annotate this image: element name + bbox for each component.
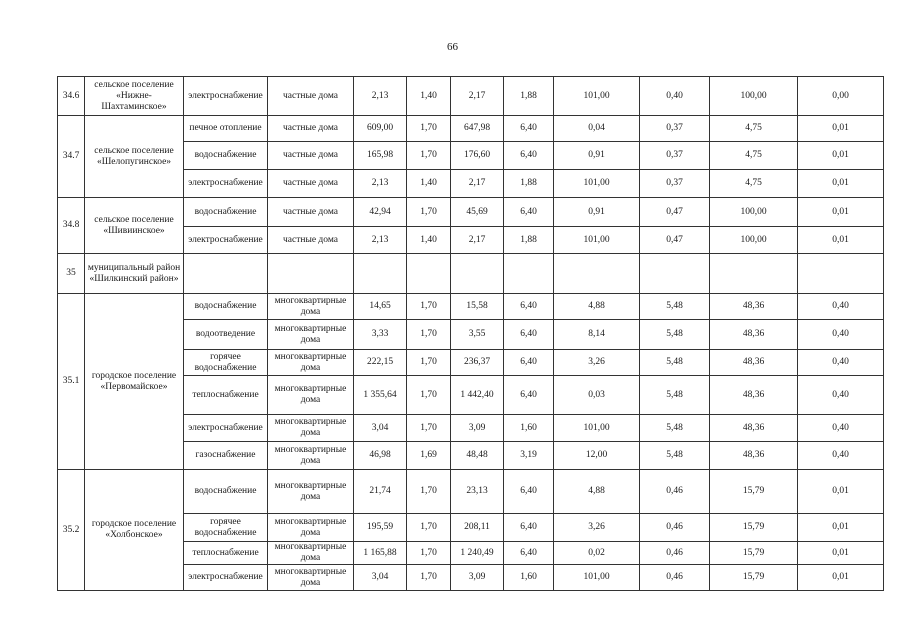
service-cell: водоснабжение	[184, 470, 268, 514]
value-cell: 6,40	[504, 376, 554, 415]
value-cell: 6,40	[504, 470, 554, 514]
value-cell: 208,11	[451, 514, 504, 542]
housing-type-cell: многоквартирные дома	[268, 514, 354, 542]
service-cell: водоотведение	[184, 320, 268, 350]
value-cell: 0,37	[640, 142, 710, 170]
table-row	[58, 77, 884, 116]
value-cell: 6,40	[504, 542, 554, 565]
value-cell: 12,00	[554, 442, 640, 470]
value-cell: 46,98	[354, 442, 407, 470]
page-number: 66	[447, 41, 458, 53]
value-cell: 0,01	[798, 142, 884, 170]
value-cell: 6,40	[504, 142, 554, 170]
value-cell: 0,01	[798, 116, 884, 142]
value-cell: 1,70	[407, 514, 451, 542]
value-cell: 5,48	[640, 415, 710, 442]
value-cell: 0,37	[640, 170, 710, 198]
value-cell: 1,40	[407, 227, 451, 254]
value-cell: 609,00	[354, 116, 407, 142]
service-cell: водоснабжение	[184, 142, 268, 170]
value-cell: 0,01	[798, 514, 884, 542]
service-cell: газоснабжение	[184, 442, 268, 470]
service-cell: печное отопление	[184, 116, 268, 142]
row-number: 35.1	[58, 294, 85, 470]
value-cell: 23,13	[451, 470, 504, 514]
value-cell: 1,70	[407, 320, 451, 350]
service-cell: горячее водоснабжение	[184, 514, 268, 542]
settlement-name: сельское поселение «Шелопугинское»	[85, 116, 184, 198]
value-cell: 0,47	[640, 227, 710, 254]
value-cell	[710, 254, 798, 294]
value-cell: 14,65	[354, 294, 407, 320]
value-cell: 3,04	[354, 415, 407, 442]
service-cell: электроснабжение	[184, 565, 268, 591]
value-cell: 0,46	[640, 565, 710, 591]
housing-type-cell: частные дома	[268, 116, 354, 142]
value-cell: 0,40	[798, 350, 884, 376]
value-cell	[407, 254, 451, 294]
value-cell: 1,70	[407, 116, 451, 142]
value-cell: 21,74	[354, 470, 407, 514]
value-cell: 2,13	[354, 227, 407, 254]
value-cell: 3,26	[554, 514, 640, 542]
housing-type-cell	[268, 254, 354, 294]
value-cell: 2,17	[451, 227, 504, 254]
value-cell: 2,13	[354, 77, 407, 116]
value-cell: 236,37	[451, 350, 504, 376]
value-cell: 48,36	[710, 442, 798, 470]
value-cell: 100,00	[710, 227, 798, 254]
value-cell	[554, 254, 640, 294]
housing-type-cell: многоквартирные дома	[268, 350, 354, 376]
value-cell: 1,40	[407, 170, 451, 198]
value-cell: 100,00	[710, 198, 798, 227]
value-cell: 15,79	[710, 565, 798, 591]
housing-type-cell: частные дома	[268, 142, 354, 170]
value-cell: 0,03	[554, 376, 640, 415]
value-cell: 0,01	[798, 542, 884, 565]
value-cell: 0,40	[798, 415, 884, 442]
value-cell: 2,13	[354, 170, 407, 198]
housing-type-cell: многоквартирные дома	[268, 415, 354, 442]
value-cell: 0,01	[798, 198, 884, 227]
settlement-name: городское поселение «Холбонское»	[85, 470, 184, 591]
housing-type-cell: многоквартирные дома	[268, 565, 354, 591]
value-cell: 101,00	[554, 415, 640, 442]
service-cell: электроснабжение	[184, 415, 268, 442]
value-cell: 0,40	[798, 442, 884, 470]
value-cell: 1 442,40	[451, 376, 504, 415]
value-cell: 48,36	[710, 415, 798, 442]
service-cell: водоснабжение	[184, 198, 268, 227]
value-cell: 0,00	[798, 77, 884, 116]
value-cell: 195,59	[354, 514, 407, 542]
value-cell: 1 355,64	[354, 376, 407, 415]
value-cell: 1,69	[407, 442, 451, 470]
housing-type-cell: частные дома	[268, 198, 354, 227]
housing-type-cell: частные дома	[268, 227, 354, 254]
value-cell: 0,40	[798, 294, 884, 320]
row-number: 34.6	[58, 77, 85, 116]
value-cell: 176,60	[451, 142, 504, 170]
value-cell: 101,00	[554, 77, 640, 116]
value-cell: 45,69	[451, 198, 504, 227]
value-cell: 101,00	[554, 170, 640, 198]
service-cell: электроснабжение	[184, 227, 268, 254]
housing-type-cell: частные дома	[268, 170, 354, 198]
value-cell: 6,40	[504, 294, 554, 320]
settlement-name: городское поселение «Первомайское»	[85, 294, 184, 470]
value-cell: 3,19	[504, 442, 554, 470]
value-cell: 100,00	[710, 77, 798, 116]
value-cell: 1,88	[504, 170, 554, 198]
value-cell: 0,46	[640, 542, 710, 565]
value-cell: 15,58	[451, 294, 504, 320]
value-cell: 1,88	[504, 227, 554, 254]
value-cell: 0,40	[798, 376, 884, 415]
row-number: 35.2	[58, 470, 85, 591]
value-cell: 0,37	[640, 116, 710, 142]
value-cell: 0,02	[554, 542, 640, 565]
value-cell: 3,09	[451, 415, 504, 442]
value-cell: 1,60	[504, 415, 554, 442]
table-row	[58, 294, 884, 320]
value-cell: 15,79	[710, 470, 798, 514]
value-cell: 0,91	[554, 198, 640, 227]
value-cell: 4,75	[710, 170, 798, 198]
value-cell: 3,04	[354, 565, 407, 591]
value-cell: 1,70	[407, 415, 451, 442]
value-cell: 5,48	[640, 294, 710, 320]
value-cell	[504, 254, 554, 294]
value-cell: 1,60	[504, 565, 554, 591]
value-cell: 3,09	[451, 565, 504, 591]
value-cell: 101,00	[554, 565, 640, 591]
value-cell: 0,40	[640, 77, 710, 116]
table-row	[58, 470, 884, 514]
value-cell: 5,48	[640, 320, 710, 350]
service-cell	[184, 254, 268, 294]
value-cell: 0,01	[798, 170, 884, 198]
value-cell: 6,40	[504, 514, 554, 542]
table-row	[58, 198, 884, 227]
value-cell: 1,70	[407, 294, 451, 320]
value-cell: 3,55	[451, 320, 504, 350]
value-cell: 48,36	[710, 320, 798, 350]
value-cell: 5,48	[640, 376, 710, 415]
value-cell: 48,36	[710, 294, 798, 320]
value-cell: 1,40	[407, 77, 451, 116]
value-cell: 4,88	[554, 470, 640, 514]
value-cell: 5,48	[640, 442, 710, 470]
value-cell: 42,94	[354, 198, 407, 227]
row-number: 35	[58, 254, 85, 294]
service-cell: теплоснабжение	[184, 542, 268, 565]
value-cell: 48,48	[451, 442, 504, 470]
value-cell: 0,46	[640, 470, 710, 514]
housing-type-cell: многоквартирные дома	[268, 442, 354, 470]
housing-type-cell: многоквартирные дома	[268, 470, 354, 514]
table-row	[58, 116, 884, 142]
value-cell: 2,17	[451, 170, 504, 198]
value-cell: 0,01	[798, 227, 884, 254]
service-cell: электроснабжение	[184, 170, 268, 198]
value-cell: 0,01	[798, 470, 884, 514]
value-cell: 1 240,49	[451, 542, 504, 565]
value-cell: 222,15	[354, 350, 407, 376]
value-cell: 5,48	[640, 350, 710, 376]
value-cell: 2,17	[451, 77, 504, 116]
district-name: муниципальный район «Шилкинский район»	[85, 254, 184, 294]
value-cell: 1,70	[407, 198, 451, 227]
service-cell: горячее водоснабжение	[184, 350, 268, 376]
value-cell: 0,01	[798, 565, 884, 591]
value-cell: 1,70	[407, 350, 451, 376]
settlement-name: сельское поселение «Шивиинское»	[85, 198, 184, 254]
value-cell: 3,26	[554, 350, 640, 376]
tariff-table	[57, 76, 884, 591]
value-cell: 3,33	[354, 320, 407, 350]
value-cell: 4,75	[710, 142, 798, 170]
value-cell: 0,40	[798, 320, 884, 350]
value-cell	[798, 254, 884, 294]
housing-type-cell: многоквартирные дома	[268, 294, 354, 320]
housing-type-cell: частные дома	[268, 77, 354, 116]
housing-type-cell: многоквартирные дома	[268, 542, 354, 565]
housing-type-cell: многоквартирные дома	[268, 376, 354, 415]
table-row	[58, 254, 884, 294]
value-cell: 0,46	[640, 514, 710, 542]
value-cell: 0,91	[554, 142, 640, 170]
value-cell	[354, 254, 407, 294]
value-cell: 1,70	[407, 142, 451, 170]
value-cell: 1,70	[407, 376, 451, 415]
service-cell: теплоснабжение	[184, 376, 268, 415]
row-number: 34.7	[58, 116, 85, 198]
value-cell: 165,98	[354, 142, 407, 170]
value-cell: 0,47	[640, 198, 710, 227]
service-cell: водоснабжение	[184, 294, 268, 320]
value-cell: 647,98	[451, 116, 504, 142]
value-cell: 1 165,88	[354, 542, 407, 565]
value-cell: 6,40	[504, 320, 554, 350]
value-cell: 48,36	[710, 350, 798, 376]
value-cell: 101,00	[554, 227, 640, 254]
value-cell: 48,36	[710, 376, 798, 415]
value-cell: 6,40	[504, 116, 554, 142]
value-cell: 6,40	[504, 198, 554, 227]
value-cell: 15,79	[710, 514, 798, 542]
value-cell: 4,75	[710, 116, 798, 142]
value-cell: 15,79	[710, 542, 798, 565]
housing-type-cell: многоквартирные дома	[268, 320, 354, 350]
value-cell: 6,40	[504, 350, 554, 376]
service-cell: электроснабжение	[184, 77, 268, 116]
value-cell: 8,14	[554, 320, 640, 350]
row-number: 34.8	[58, 198, 85, 254]
value-cell: 1,70	[407, 542, 451, 565]
settlement-name: сельское поселение «Нижне-Шахтаминское»	[85, 77, 184, 116]
value-cell: 4,88	[554, 294, 640, 320]
value-cell: 1,70	[407, 565, 451, 591]
value-cell: 0,04	[554, 116, 640, 142]
value-cell	[451, 254, 504, 294]
value-cell	[640, 254, 710, 294]
value-cell: 1,70	[407, 470, 451, 514]
value-cell: 1,88	[504, 77, 554, 116]
